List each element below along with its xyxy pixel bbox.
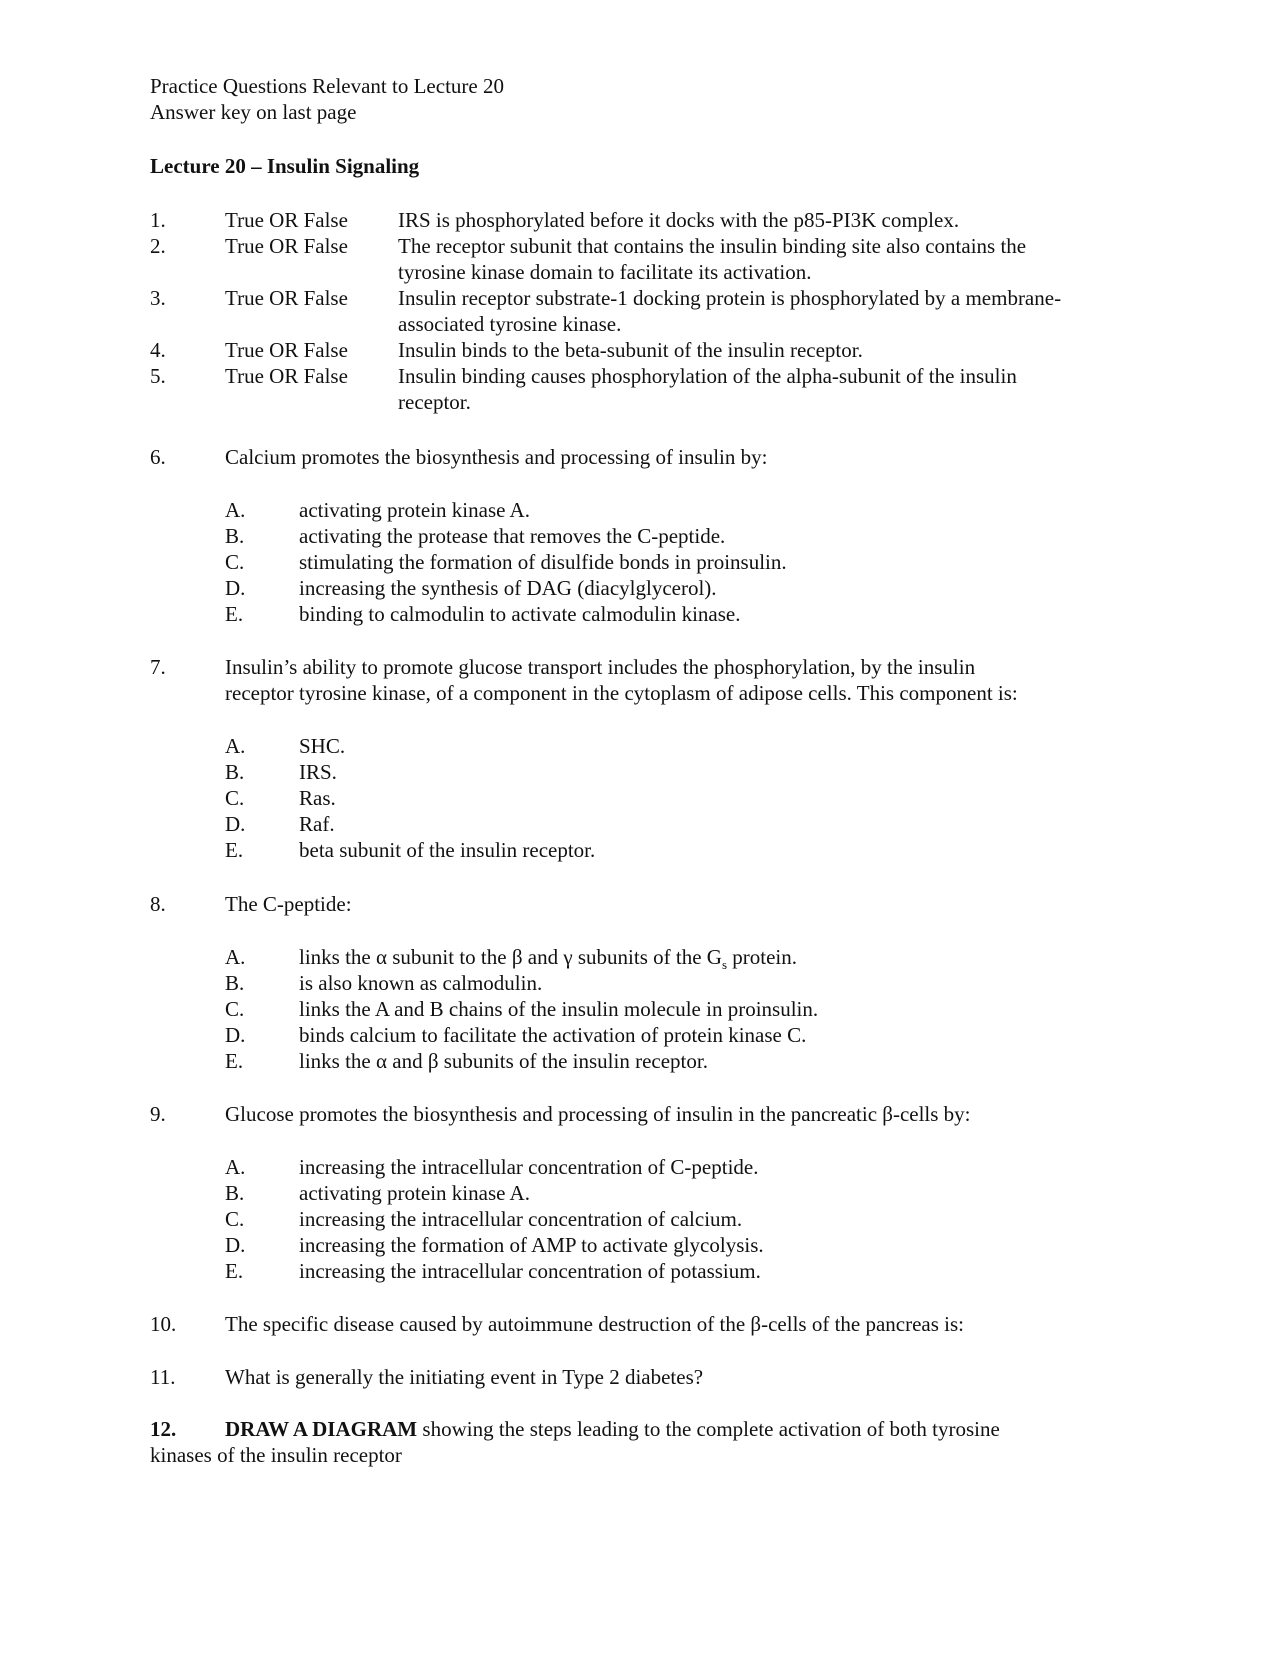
option-text: links the α and β subunits of the insulin receptor. bbox=[299, 1049, 708, 1073]
question-emphasis: DRAW A DIAGRAM bbox=[225, 1417, 418, 1441]
question-number: 9. bbox=[150, 1102, 166, 1126]
question-stem: The specific disease caused by autoimmune destruction of the β-cells of the pancreas is: bbox=[225, 1312, 965, 1336]
question-stem: Calcium promotes the biosynthesis and processing of insulin by: bbox=[225, 445, 768, 469]
question-text: IRS is phosphorylated before it docks with the p85-PI3K complex. bbox=[398, 208, 960, 232]
option-text: increasing the intracellular concentration of potassium. bbox=[299, 1259, 761, 1283]
option-text: binding to calmodulin to activate calmodulin kinase. bbox=[299, 602, 741, 626]
header-line-1: Practice Questions Relevant to Lecture 20 bbox=[150, 74, 504, 98]
option-text: activating the protease that removes the C-peptide. bbox=[299, 524, 726, 548]
option-text: stimulating the formation of disulfide bonds in proinsulin. bbox=[299, 550, 787, 574]
question-number: 1. bbox=[150, 208, 166, 232]
section-title: Lecture 20 – Insulin Signaling bbox=[150, 154, 420, 178]
option-letter: B. bbox=[225, 1181, 245, 1205]
option-letter: D. bbox=[225, 1233, 246, 1257]
option-text: beta subunit of the insulin receptor. bbox=[299, 838, 596, 862]
question-text: showing the steps leading to the complete activation of both tyrosine bbox=[417, 1417, 1000, 1441]
question-stem: Glucose promotes the biosynthesis and processing of insulin in the pancreatic β-cells by: bbox=[225, 1102, 971, 1126]
option-text: is also known as calmodulin. bbox=[299, 971, 543, 995]
option-text-part: protein. bbox=[727, 945, 797, 969]
option-letter: C. bbox=[225, 550, 245, 574]
option-letter: D. bbox=[225, 576, 246, 600]
true-false-choice: True OR False bbox=[225, 234, 348, 258]
option-text: links the A and B chains of the insulin molecule in proinsulin. bbox=[299, 997, 819, 1021]
question-text: Insulin binding causes phosphorylation of the alpha-subunit of the insulin bbox=[398, 364, 1017, 388]
question-number: 7. bbox=[150, 655, 166, 679]
question-number: 3. bbox=[150, 286, 166, 310]
option-letter: A. bbox=[225, 945, 246, 969]
option-letter: A. bbox=[225, 498, 246, 522]
option-letter: C. bbox=[225, 997, 245, 1021]
option-letter: B. bbox=[225, 971, 245, 995]
option-letter: B. bbox=[225, 524, 245, 548]
question-stem: The C-peptide: bbox=[225, 892, 352, 916]
true-false-choice: True OR False bbox=[225, 286, 348, 310]
question-number: 12. bbox=[150, 1417, 177, 1441]
option-text: activating protein kinase A. bbox=[299, 498, 530, 522]
option-text: increasing the intracellular concentration of calcium. bbox=[299, 1207, 743, 1231]
question-stem-continuation: kinases of the insulin receptor bbox=[150, 1443, 402, 1467]
question-stem: Insulin’s ability to promote glucose transport includes the phosphorylation, by the insulin bbox=[225, 655, 976, 679]
question-number: 10. bbox=[150, 1312, 177, 1336]
question-stem: receptor tyrosine kinase, of a component in the cytoplasm of adipose cells. This component is: bbox=[225, 681, 1018, 705]
option-text: IRS. bbox=[299, 760, 337, 784]
header-line-2: Answer key on last page bbox=[150, 100, 357, 124]
option-text: binds calcium to facilitate the activation of protein kinase C. bbox=[299, 1023, 807, 1047]
option-letter: E. bbox=[225, 1049, 244, 1073]
question-number: 6. bbox=[150, 445, 166, 469]
option-text: increasing the intracellular concentration of C-peptide. bbox=[299, 1155, 759, 1179]
option-text-part: links the α subunit to the β and γ subunits of the G bbox=[299, 945, 722, 969]
question-text: associated tyrosine kinase. bbox=[398, 312, 622, 336]
option-letter: D. bbox=[225, 812, 246, 836]
question-text: Insulin receptor substrate-1 docking protein is phosphorylated by a membrane- bbox=[398, 286, 1062, 310]
option-text bbox=[299, 944, 797, 973]
option-text: SHC. bbox=[299, 734, 346, 758]
option-letter: A. bbox=[225, 1155, 246, 1179]
true-false-choice: True OR False bbox=[225, 208, 348, 232]
question-number: 2. bbox=[150, 234, 166, 258]
true-false-choice: True OR False bbox=[225, 338, 348, 362]
question-text: tyrosine kinase domain to facilitate its activation. bbox=[398, 260, 812, 284]
option-letter: D. bbox=[225, 1023, 246, 1047]
option-text: increasing the synthesis of DAG (diacylglycerol). bbox=[299, 576, 717, 600]
option-text: Raf. bbox=[299, 812, 335, 836]
question-number: 4. bbox=[150, 338, 166, 362]
question-number: 5. bbox=[150, 364, 166, 388]
true-false-choice: True OR False bbox=[225, 364, 348, 388]
subscript: s bbox=[721, 957, 728, 973]
option-letter: E. bbox=[225, 602, 244, 626]
question-number: 8. bbox=[150, 892, 166, 916]
option-letter: E. bbox=[225, 1259, 244, 1283]
question-text: receptor. bbox=[398, 390, 471, 414]
question-stem bbox=[225, 1416, 1000, 1442]
option-letter: C. bbox=[225, 786, 245, 810]
option-text: increasing the formation of AMP to activate glycolysis. bbox=[299, 1233, 764, 1257]
question-text: Insulin binds to the beta-subunit of the insulin receptor. bbox=[398, 338, 863, 362]
question-text: The receptor subunit that contains the insulin binding site also contains the bbox=[398, 234, 1027, 258]
question-stem: What is generally the initiating event in Type 2 diabetes? bbox=[225, 1365, 704, 1389]
option-text: activating protein kinase A. bbox=[299, 1181, 530, 1205]
option-letter: E. bbox=[225, 838, 244, 862]
question-number: 11. bbox=[150, 1365, 176, 1389]
option-letter: C. bbox=[225, 1207, 245, 1231]
option-letter: A. bbox=[225, 734, 246, 758]
option-text: Ras. bbox=[299, 786, 336, 810]
option-letter: B. bbox=[225, 760, 245, 784]
